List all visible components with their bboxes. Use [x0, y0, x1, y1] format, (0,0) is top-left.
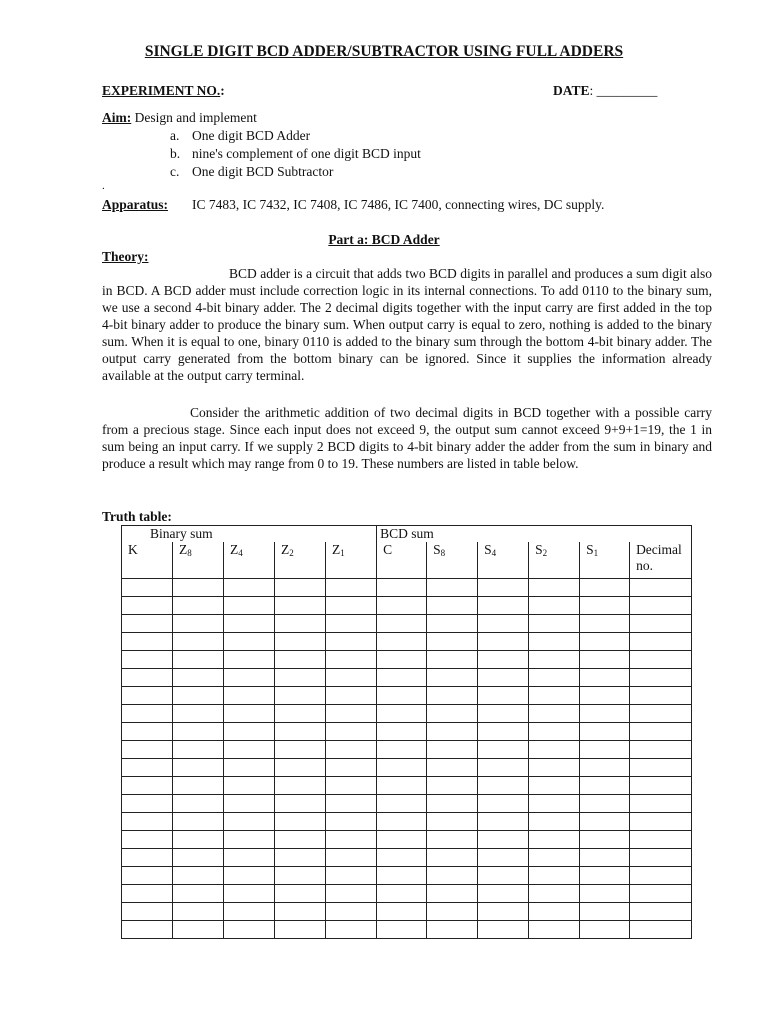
table-cell	[580, 687, 630, 705]
col-header-c: C	[377, 542, 427, 579]
table-cell	[326, 795, 377, 813]
table-cell	[427, 903, 478, 921]
table-cell	[122, 885, 173, 903]
table-cell	[630, 723, 692, 741]
table-row	[122, 795, 692, 813]
table-cell	[122, 669, 173, 687]
col-header-decimal: Decimal no.	[630, 542, 692, 579]
table-cell	[275, 705, 326, 723]
table-cell	[529, 903, 580, 921]
table-cell	[529, 831, 580, 849]
table-cell	[580, 885, 630, 903]
table-cell	[478, 795, 529, 813]
table-row	[122, 759, 692, 777]
table-cell	[630, 903, 692, 921]
table-cell	[326, 921, 377, 939]
part-a-heading: Part a: BCD Adder	[328, 232, 440, 247]
table-cell	[478, 723, 529, 741]
table-cell	[377, 723, 427, 741]
table-cell	[224, 633, 275, 651]
table-cell	[529, 885, 580, 903]
table-cell	[122, 597, 173, 615]
table-cell	[377, 849, 427, 867]
table-cell	[122, 615, 173, 633]
table-cell	[630, 831, 692, 849]
table-cell	[275, 615, 326, 633]
table-cell	[122, 723, 173, 741]
aim-item: a. One digit BCD Adder	[170, 128, 311, 143]
table-cell	[326, 903, 377, 921]
table-row	[122, 885, 692, 903]
table-cell	[478, 579, 529, 597]
table-cell	[478, 615, 529, 633]
table-cell	[478, 705, 529, 723]
table-cell	[377, 705, 427, 723]
table-cell	[529, 705, 580, 723]
table-cell	[377, 651, 427, 669]
table-cell	[529, 921, 580, 939]
table-cell	[173, 741, 224, 759]
table-cell	[275, 669, 326, 687]
aim-line	[102, 110, 257, 126]
table-cell	[580, 777, 630, 795]
table-cell	[326, 687, 377, 705]
apparatus-line	[102, 197, 604, 213]
table-row	[122, 579, 692, 597]
table-cell	[478, 759, 529, 777]
theory-paragraph-1: BCD adder is a circuit that adds two BCD digits in parallel and produces a sum digit also in BCD. A BCD adder must include correction logic in its internal connections. To add 0110 to the binary sum, we use a second 4-bit binary adder. The 2 decimal digits together with the input carry are first added in the top 4-bit binary adder to produce the binary sum. When output carry is equal to zero, nothing is added to the binary sum. When it is equal to one, binary 0110 is added to the binary sum through the bottom 4-bit binary adder. The output carry generated from the bottom binary can be ignored. Since it supplies the information already available at the output carry terminal.	[102, 266, 712, 383]
col-header-s1: $S_1$	[580, 542, 630, 579]
table-row	[122, 615, 692, 633]
table-cell	[529, 813, 580, 831]
col-header-k: K	[122, 542, 173, 579]
table-cell	[224, 777, 275, 795]
table-cell	[580, 705, 630, 723]
table-cell	[224, 903, 275, 921]
table-cell	[224, 723, 275, 741]
table-row	[122, 669, 692, 687]
table-cell	[478, 597, 529, 615]
table-cell	[326, 705, 377, 723]
table-cell	[224, 687, 275, 705]
table-cell	[580, 579, 630, 597]
table-cell	[377, 831, 427, 849]
table-cell	[275, 867, 326, 885]
table-cell	[377, 741, 427, 759]
table-cell	[173, 885, 224, 903]
col-header-z2: $Z_2$	[275, 542, 326, 579]
table-cell	[529, 849, 580, 867]
table-cell	[326, 651, 377, 669]
table-cell	[630, 579, 692, 597]
col-header-z1: $Z_1$	[326, 542, 377, 579]
truth-table	[121, 525, 692, 939]
table-cell	[427, 831, 478, 849]
table-cell	[122, 831, 173, 849]
table-cell	[275, 849, 326, 867]
table-cell	[224, 849, 275, 867]
table-cell	[377, 597, 427, 615]
table-cell	[580, 831, 630, 849]
table-row	[122, 813, 692, 831]
aim-label: Aim:	[102, 110, 132, 125]
page-title: SINGLE DIGIT BCD ADDER/SUBTRACTOR USING FULL ADDERS	[144, 43, 624, 60]
table-cell	[630, 921, 692, 939]
table-row	[122, 687, 692, 705]
table-cell	[173, 687, 224, 705]
table-cell	[377, 813, 427, 831]
aim-item: b. nine's complement of one digit BCD input	[170, 146, 421, 161]
aim-text: Design and implement	[131, 110, 257, 125]
table-row	[122, 831, 692, 849]
table-cell	[427, 921, 478, 939]
table-cell	[224, 885, 275, 903]
table-cell	[326, 633, 377, 651]
table-cell	[630, 885, 692, 903]
table-cell	[224, 705, 275, 723]
col-header-s8: $S_8$	[427, 542, 478, 579]
table-cell	[630, 759, 692, 777]
table-cell	[326, 813, 377, 831]
table-cell	[275, 597, 326, 615]
table-cell	[122, 633, 173, 651]
table-cell	[427, 597, 478, 615]
table-cell	[224, 651, 275, 669]
table-row	[122, 705, 692, 723]
table-cell	[377, 615, 427, 633]
table-cell	[173, 795, 224, 813]
table-cell	[377, 903, 427, 921]
table-cell	[580, 921, 630, 939]
table-cell	[275, 687, 326, 705]
table-row	[122, 723, 692, 741]
table-row	[122, 597, 692, 615]
table-cell	[173, 615, 224, 633]
table-cell	[326, 885, 377, 903]
table-cell	[326, 615, 377, 633]
table-cell	[377, 921, 427, 939]
table-cell	[529, 777, 580, 795]
table-cell	[224, 669, 275, 687]
table-cell	[427, 759, 478, 777]
table-cell	[630, 669, 692, 687]
table-cell	[173, 903, 224, 921]
table-cell	[173, 579, 224, 597]
table-cell	[173, 597, 224, 615]
table-cell	[377, 633, 427, 651]
table-cell	[173, 849, 224, 867]
theory-paragraph-2: Consider the arithmetic addition of two decimal digits in BCD together with a possible carry from a precious stage. Since each input does not exceed 9, the output sum cannot exceed 9+9+1=19, the 1 in sum being an input carry. If we supply 2 BCD digits to 4-bit binary adder the adder from the sum in binary and produce a result which may range from 0 to 19. These numbers are listed in table below.	[102, 405, 712, 471]
experiment-number: EXPERIMENT NO.:	[102, 83, 225, 98]
table-cell	[529, 633, 580, 651]
table-cell	[275, 831, 326, 849]
table-cell	[326, 741, 377, 759]
table-cell	[630, 597, 692, 615]
table-cell	[529, 723, 580, 741]
table-cell	[427, 615, 478, 633]
table-cell	[580, 759, 630, 777]
table-cell	[122, 795, 173, 813]
table-cell	[478, 813, 529, 831]
table-cell	[122, 705, 173, 723]
aim-list	[170, 127, 421, 181]
table-cell	[630, 777, 692, 795]
table-cell	[478, 903, 529, 921]
truth-table-label: Truth table:	[102, 509, 172, 524]
table-cell	[122, 921, 173, 939]
table-cell	[580, 615, 630, 633]
table-row	[122, 777, 692, 795]
table-cell	[427, 687, 478, 705]
table-cell	[377, 777, 427, 795]
aim-item: c. One digit BCD Subtractor	[170, 164, 334, 179]
table-cell	[529, 687, 580, 705]
table-cell	[173, 705, 224, 723]
table-cell	[580, 903, 630, 921]
table-cell	[224, 615, 275, 633]
table-cell	[478, 777, 529, 795]
table-cell	[529, 867, 580, 885]
table-cell	[427, 867, 478, 885]
table-cell	[427, 633, 478, 651]
table-cell	[224, 579, 275, 597]
col-header-z8: $Z_8$	[173, 542, 224, 579]
col-header-s4: $S_4$	[478, 542, 529, 579]
table-cell	[377, 759, 427, 777]
table-cell	[580, 633, 630, 651]
table-cell	[326, 579, 377, 597]
table-cell	[224, 867, 275, 885]
table-cell	[580, 651, 630, 669]
truth-table-group-row	[122, 526, 692, 543]
table-cell	[427, 723, 478, 741]
table-cell	[630, 849, 692, 867]
table-cell	[580, 669, 630, 687]
table-cell	[122, 777, 173, 795]
table-cell	[529, 669, 580, 687]
table-cell	[224, 741, 275, 759]
table-row	[122, 651, 692, 669]
table-cell	[529, 741, 580, 759]
table-cell	[630, 813, 692, 831]
table-cell	[377, 795, 427, 813]
table-cell	[529, 651, 580, 669]
table-cell	[630, 795, 692, 813]
table-cell	[478, 921, 529, 939]
table-cell	[122, 759, 173, 777]
table-cell	[173, 723, 224, 741]
table-cell	[478, 849, 529, 867]
table-cell	[275, 723, 326, 741]
col-header-z4: $Z_4$	[224, 542, 275, 579]
table-row	[122, 849, 692, 867]
table-row	[122, 741, 692, 759]
table-cell	[224, 795, 275, 813]
table-cell	[478, 831, 529, 849]
table-cell	[275, 579, 326, 597]
table-cell	[122, 813, 173, 831]
table-cell	[427, 579, 478, 597]
table-cell	[326, 777, 377, 795]
table-cell	[275, 795, 326, 813]
table-cell	[377, 687, 427, 705]
table-cell	[224, 831, 275, 849]
table-cell	[122, 579, 173, 597]
table-cell	[529, 759, 580, 777]
table-row	[122, 903, 692, 921]
table-cell	[580, 849, 630, 867]
table-cell	[478, 687, 529, 705]
table-cell	[580, 813, 630, 831]
table-cell	[173, 813, 224, 831]
table-cell	[630, 633, 692, 651]
table-cell	[275, 651, 326, 669]
table-cell	[529, 579, 580, 597]
table-cell	[326, 669, 377, 687]
table-cell	[427, 885, 478, 903]
table-cell	[427, 777, 478, 795]
table-cell	[275, 741, 326, 759]
table-cell	[478, 669, 529, 687]
table-cell	[224, 921, 275, 939]
table-cell	[630, 687, 692, 705]
table-cell	[580, 795, 630, 813]
table-cell	[377, 867, 427, 885]
table-cell	[326, 597, 377, 615]
table-cell	[122, 903, 173, 921]
theory-label: Theory:	[102, 249, 149, 264]
table-cell	[630, 651, 692, 669]
table-cell	[630, 615, 692, 633]
table-cell	[326, 831, 377, 849]
table-cell	[630, 867, 692, 885]
table-row	[122, 633, 692, 651]
table-cell	[173, 651, 224, 669]
table-cell	[275, 903, 326, 921]
table-cell	[275, 921, 326, 939]
table-cell	[275, 633, 326, 651]
table-cell	[326, 723, 377, 741]
table-cell	[478, 651, 529, 669]
table-cell	[427, 705, 478, 723]
table-cell	[122, 867, 173, 885]
table-row	[122, 867, 692, 885]
table-cell	[377, 579, 427, 597]
date-field: DATE: _________	[553, 83, 658, 98]
table-row	[122, 921, 692, 939]
table-cell	[173, 777, 224, 795]
table-cell	[580, 867, 630, 885]
table-cell	[478, 867, 529, 885]
table-cell	[224, 597, 275, 615]
table-cell	[275, 813, 326, 831]
table-cell	[122, 687, 173, 705]
table-cell	[326, 759, 377, 777]
table-cell	[630, 741, 692, 759]
table-cell	[224, 813, 275, 831]
table-cell	[630, 705, 692, 723]
table-cell	[173, 867, 224, 885]
table-cell	[529, 597, 580, 615]
table-cell	[377, 669, 427, 687]
table-cell	[478, 633, 529, 651]
truth-table-header-row	[122, 542, 692, 579]
table-cell	[122, 741, 173, 759]
table-cell	[427, 741, 478, 759]
table-cell	[478, 741, 529, 759]
binary-sum-group: Binary sum	[122, 526, 377, 543]
table-cell	[173, 831, 224, 849]
apparatus-label: Apparatus:	[102, 197, 169, 212]
table-cell	[275, 777, 326, 795]
table-cell	[173, 633, 224, 651]
table-cell	[173, 921, 224, 939]
table-cell	[529, 615, 580, 633]
table-cell	[427, 849, 478, 867]
table-cell	[173, 669, 224, 687]
bcd-sum-group: BCD sum	[377, 526, 692, 543]
table-cell	[377, 885, 427, 903]
table-cell	[478, 885, 529, 903]
table-cell	[427, 795, 478, 813]
stray-dot: .	[102, 180, 105, 192]
table-cell	[427, 669, 478, 687]
table-cell	[580, 741, 630, 759]
table-cell	[580, 597, 630, 615]
table-cell	[122, 651, 173, 669]
table-cell	[580, 723, 630, 741]
col-header-s2: $S_2$	[529, 542, 580, 579]
table-cell	[275, 759, 326, 777]
table-cell	[173, 759, 224, 777]
table-cell	[427, 813, 478, 831]
table-cell	[427, 651, 478, 669]
apparatus-text: IC 7483, IC 7432, IC 7408, IC 7486, IC 7400, connecting wires, DC supply.	[192, 197, 605, 212]
table-cell	[529, 795, 580, 813]
table-cell	[224, 759, 275, 777]
table-cell	[326, 867, 377, 885]
table-cell	[326, 849, 377, 867]
table-cell	[122, 849, 173, 867]
table-cell	[275, 885, 326, 903]
